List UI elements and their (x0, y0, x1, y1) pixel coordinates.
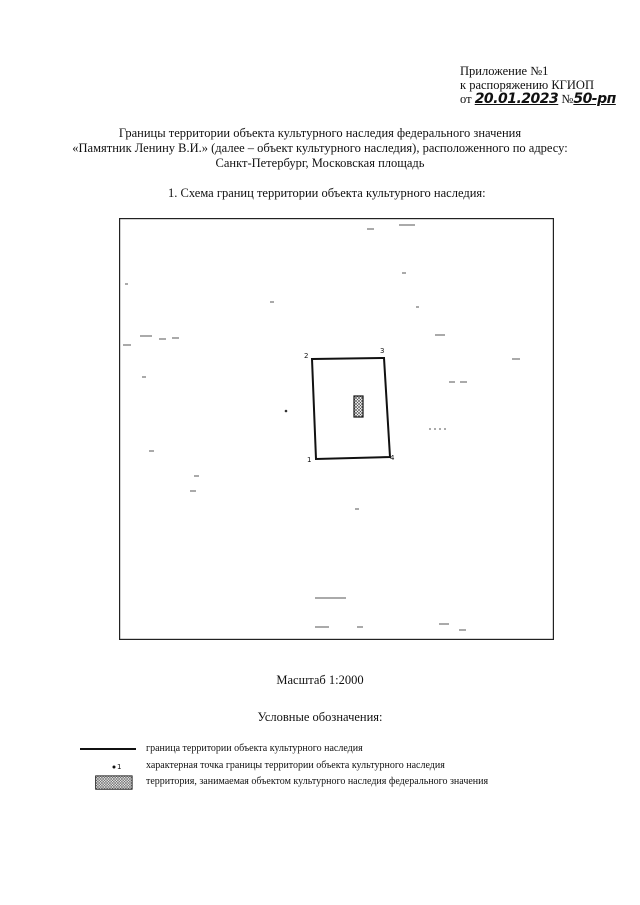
legend-line-symbol (80, 742, 138, 758)
handwritten-date: 20.01.2023 (474, 91, 559, 107)
boundary-map (119, 218, 554, 640)
boundary-point-1-label: 1 (307, 456, 312, 464)
map-frame (120, 219, 554, 640)
appendix-line1: Приложение №1 (460, 64, 549, 78)
legend-item-territory-text: территория, занимаемая объектом культурного наследия федерального значения (146, 776, 489, 787)
legend-item-boundary (80, 742, 600, 758)
territory-boundary-polygon (312, 358, 390, 459)
date-prefix: от (460, 92, 472, 106)
boundary-point-3-label: 3 (380, 347, 385, 355)
map-background-fragments (123, 225, 520, 630)
map-dot (285, 410, 288, 413)
legend-item-territory (80, 775, 600, 791)
legend-item-point-text: характерная точка границы территории объекта культурного наследия (146, 760, 445, 771)
monument-footprint (354, 396, 363, 417)
legend-item-boundary-text: граница территории объекта культурного наследия (146, 743, 363, 754)
number-prefix: № (561, 92, 574, 106)
boundary-point-labels (304, 347, 395, 464)
section-heading: 1. Схема границ территории объекта культурного наследия: (168, 186, 486, 200)
title-line2: «Памятник Ленину В.И.» (далее – объект культурного наследия), расположенного по адресу: (72, 141, 568, 155)
boundary-point-4-label: 4 (390, 454, 395, 462)
appendix-header (460, 64, 616, 106)
legend-hatch-symbol (80, 775, 138, 791)
legend-title: Условные обозначения: (257, 710, 383, 724)
document-title (40, 126, 600, 171)
appendix-date-line (460, 92, 616, 106)
boundary-point-2-label: 2 (304, 352, 309, 360)
legend-item-point (80, 759, 600, 775)
map-scale: Масштаб 1:2000 (276, 673, 364, 687)
legend-point-label: 1 (117, 763, 122, 771)
legend-point-symbol (80, 759, 138, 775)
handwritten-number: 50-рп (573, 91, 616, 107)
title-line1: Границы территории объекта культурного наследия федерального значения (118, 126, 522, 140)
title-line3: Санкт-Петербург, Московская площадь (215, 156, 425, 170)
appendix-line2: к распоряжению КГИОП (460, 78, 594, 92)
